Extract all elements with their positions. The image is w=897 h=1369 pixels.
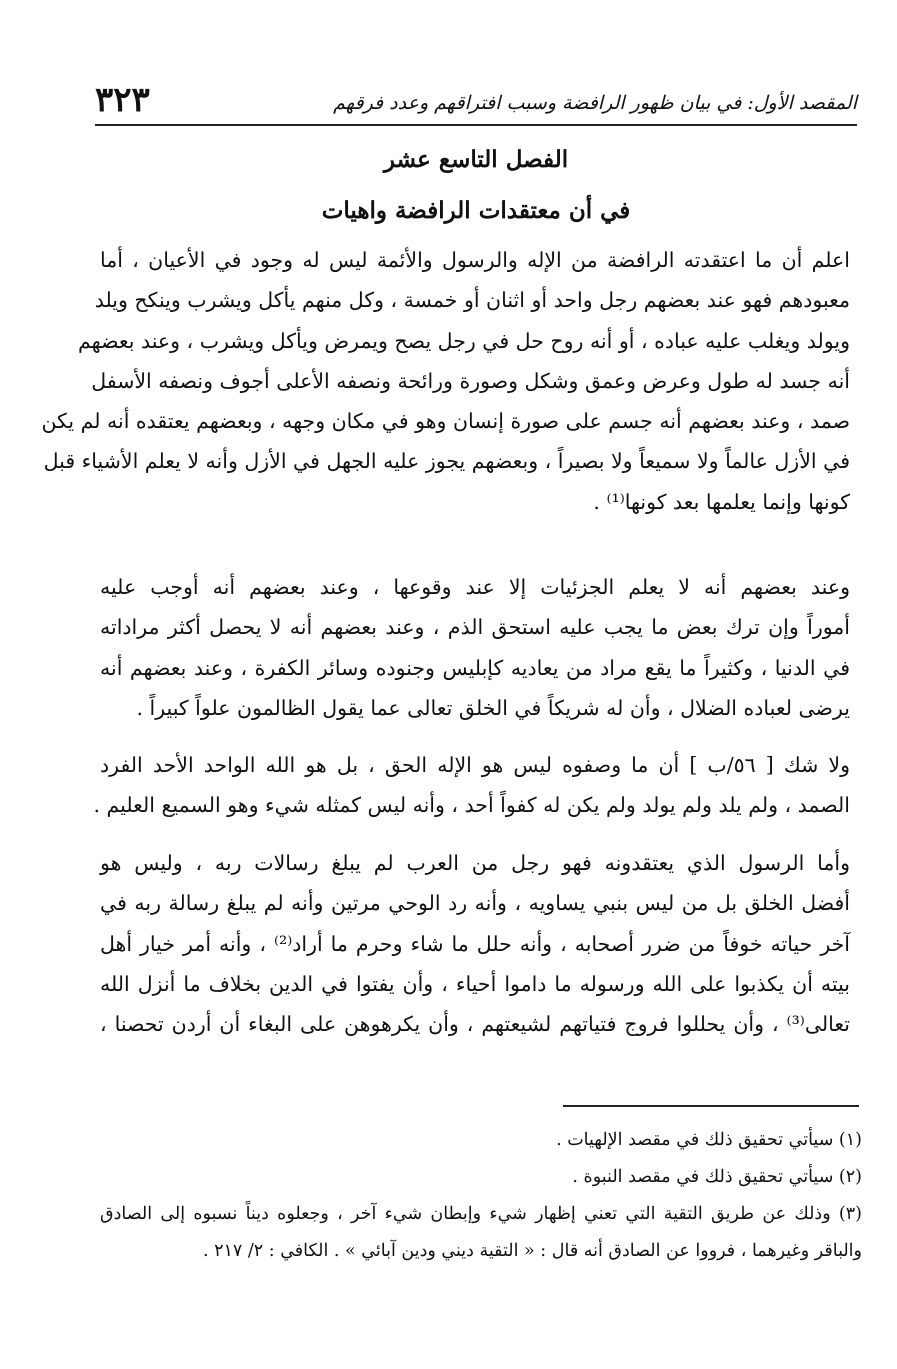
footnote-1: (١) سيأتي تحقيق ذلك في مقصد الإلهيات . [556,1130,862,1150]
text-line: بيته أن يكذبوا على الله ورسوله ما داموا أحياء ، وأن يفتوا في الدين بخلاف ما أنزل الله [100,971,850,996]
text-line: ويولد ويغلب عليه عباده ، أو أنه روح حل في رجل يصح ويمرض ويأكل ويشرب ، وعند بعضهم [77,328,850,353]
page-number: ٣٢٣ [95,80,150,120]
text-line: معبودهم فهو عند بعضهم رجل واحد أو اثنان أو خمسة ، وكل منهم يأكل ويشرب وينكح ويلد [94,288,850,313]
text-line: وعند بعضهم أنه لا يعلم الجزئيات إلا عند وقوعها ، وعند بعضهم أنه أوجب عليه [100,575,850,599]
paragraph-4 [100,843,850,1044]
text-line: صمد ، وعند بعضهم أنه جسم على صورة إنسان وهو في مكان وجهه ، وبعضهم يعتقده أنه لم يكن [41,409,850,434]
text-line: في الأزل عالماً ولا سميعاً ولا بصيراً ، وبعضهم يجوز عليه الجهل في الأزل وأنه لا يعلم الأشياء قبل [43,449,850,474]
footnote-2: (٢) سيأتي تحقيق ذلك في مقصد النبوة . [572,1167,862,1187]
chapter-title: الفصل التاسع عشر [383,146,569,173]
text-line: آخر حياته خوفاً من ضرر أصحابه ، وأنه حلل ما شاء وحرم ما أراد⁽²⁾ ، وأنه أمر خيار أهل [100,931,850,956]
text-line: تعالى⁽³⁾ ، وأن يحللوا فروج فتياتهم لشيعتهم ، وأن يكرهوهن على البغاء أن أردن تحصنا ، [100,1012,850,1037]
text-line: أفضل الخلق بل من ليس بنبي يساويه ، وأنه رد الوحي مرتين وأنه لم يبلغ رسالة ربه في [100,891,850,916]
text-line: وأما الرسول الذي يعتقدونه فهو رجل من العرب لم يبلغ رسالات ربه ، وليس هو [100,851,850,875]
paragraph-2 [100,567,850,728]
text-line: أموراً وإن ترك بعض ما يجب عليه استحق الذم ، وعند بعضهم أنه لا يحصل أكثر مراداته [100,615,850,640]
footnotes [100,1122,862,1270]
page-header [95,68,857,126]
paragraph-3 [93,745,851,826]
text-line: اعلم أن ما اعتقدته الرافضة من الإله والرسول والأئمة ليس له وجود في الأعيان ، أما [100,248,850,272]
paragraph-1 [41,240,850,522]
text-line: في الدنيا ، وكثيراً ما يقع مراد من يعاديه كإبليس وجنوده وسائر الكفرة ، وعند بعضهم أنه [100,655,850,680]
footnote-3-continued: والباقر وغيرهما ، فرووا عن الصادق أنه قال : « التقية ديني ودين آبائي » . الكافي : ٢/ ٢١٧ . [202,1241,862,1261]
footnote-divider [563,1105,859,1107]
text-line: أنه جسد له طول وعرض وعمق وشكل وصورة ورائحة ونصفه الأعلى أجوف ونصفه الأسفل [91,368,850,393]
text-line: ولا شك [ ٥٦/ب ] أن ما وصفوه ليس هو الإله الحق ، بل هو الله الواحد الأحد الفرد [100,753,851,777]
text-line: يرضى لعباده الضلال ، وأن له شريكاً في الخلق تعالى عما يقول الظالمون علواً كبيراً . [136,695,850,720]
text-line: الصمد ، ولم يلد ولم يولد ولم يكن له كفواً أحد ، وأنه ليس كمثله شيء وهو السميع العليم . [93,793,850,818]
footnote-3: (٣) وذلك عن طريق التقية التي تعني إظهار شيء وإبطان شيء آخر ، وجعلوه ديناً نسبوه إلى الصادق [100,1204,862,1224]
chapter-subtitle: في أن معتقدات الرافضة واهيات [321,197,631,224]
running-title: المقصد الأول: في بيان ظهور الرافضة وسبب افتراقهم وعدد فرقهم [333,92,857,114]
text-line: كونها وإنما يعلمها بعد كونها⁽¹⁾ . [593,489,850,514]
